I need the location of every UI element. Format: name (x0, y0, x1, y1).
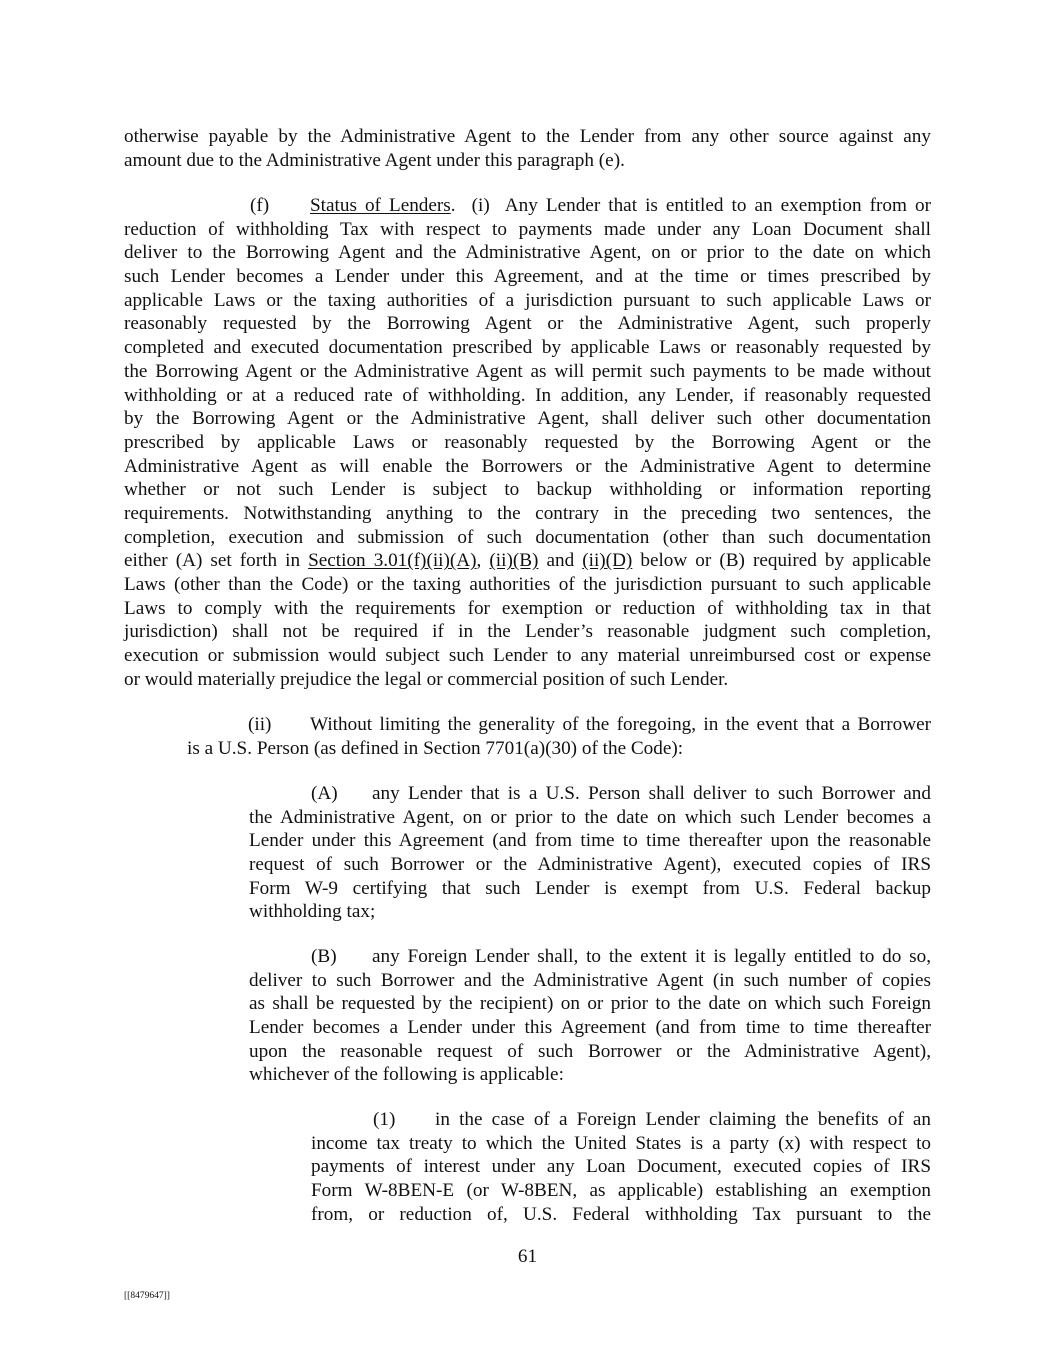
text-line: Laws to comply with the requirements for exemption or reduction of withholding tax in that (124, 597, 931, 619)
text-line: deliver to the Borrowing Agent and the Administrative Agent, on or prior to the date on which (124, 242, 931, 264)
text-run: either (A) set forth in (124, 550, 309, 572)
section-label: (1) (373, 1109, 396, 1130)
section-heading: Status of Lenders (310, 195, 451, 216)
text-run: Without limiting the generality of the foregoing, in the event that a Borrower (310, 714, 931, 735)
section-b (249, 945, 931, 1087)
text-line: payments of interest under any Loan Document, executed copies of IRS (311, 1156, 931, 1178)
text-line: the Administrative Agent, on or prior to the date on which such Lender becomes a (249, 806, 931, 828)
section-label: (B) (311, 946, 337, 967)
section-label: (ii) (248, 714, 272, 735)
page-number: 61 (517, 1246, 538, 1267)
text-line: jurisdiction) shall not be required if in the Lender’s reasonable judgment such completion, (124, 621, 931, 643)
text-line: deliver to such Borrower and the Administrative Agent (in such number of copies (249, 969, 931, 991)
section-label: (A) (311, 783, 338, 804)
text-line: request of such Borrower or the Administrative Agent), executed copies of IRS (249, 854, 931, 876)
text-line: applicable Laws or the taxing authorities of a jurisdiction pursuant to such applicable Laws or (124, 289, 931, 311)
text-line: or would materially prejudice the legal or commercial position of such Lender. (124, 668, 729, 690)
text-line: whether or not such Lender is subject to backup withholding or information reporting (124, 479, 931, 501)
cross-reference-line (124, 549, 931, 573)
section-f-status-of-lenders (124, 194, 931, 691)
section-1-first-line (311, 1108, 931, 1132)
text-run: any Foreign Lender shall, to the extent it is legally entitled to do so, (372, 946, 931, 967)
document-id-footer: [[8479647]] (124, 1291, 170, 1301)
text-run: any Lender that is a U.S. Person shall deliver to such Borrower and (372, 783, 931, 804)
text-line: by the Borrowing Agent or the Administrative Agent, shall deliver such other documentation (124, 408, 931, 430)
text-line: Administrative Agent as will enable the Borrowers or the Administrative Agent to determine (124, 455, 931, 477)
section-label: (f) (250, 195, 270, 216)
section-ii-first-line (187, 713, 931, 737)
text-line: reduction of withholding Tax with respect to payments made under any Loan Document shall (124, 218, 931, 240)
text-line: Lender becomes a Lender under this Agreement (and from time to time thereafter (249, 1017, 931, 1039)
text-line: income tax treaty to which the United States is a party (x) with respect to (311, 1132, 931, 1154)
text-run: in the case of a Foreign Lender claiming the benefits of an (435, 1109, 931, 1130)
paragraph-intro (124, 125, 931, 172)
text-line: withholding tax; (249, 901, 376, 923)
section-b-first-line (249, 945, 931, 969)
text-line: whichever of the following is applicable: (249, 1064, 564, 1086)
xref-section-3-01-f-ii-a[interactable]: Section 3.01(f)(ii)(A) (308, 550, 477, 572)
text-line: reasonably requested by the Borrowing Agent or the Administrative Agent, such properly (124, 313, 931, 335)
text-line: execution or submission would subject such Lender to any material unreimbursed cost or expense (124, 645, 931, 667)
text-line: prescribed by applicable Laws or reasonably requested by the Borrowing Agent or the (124, 431, 931, 453)
text-line: requirements. Notwithstanding anything to the contrary in the preceding two sentences, the (124, 502, 931, 524)
text-line: upon the reasonable request of such Borrower or the Administrative Agent), (249, 1040, 931, 1062)
text-run: . (i) Any Lender that is entitled to an exemption from or (450, 195, 931, 216)
text-line: Form W-9 certifying that such Lender is exempt from U.S. Federal backup (249, 877, 931, 899)
text-run: below or (B) required by applicable (632, 550, 932, 572)
text-line: is a U.S. Person (as defined in Section 7701(a)(30) of the Code): (187, 737, 684, 759)
text-line: such Lender becomes a Lender under this Agreement, and at the time or times prescribed by (124, 266, 931, 288)
text-line: completion, execution and submission of such documentation (other than such documentation (124, 526, 931, 548)
text-line: as shall be requested by the recipient) on or prior to the date on which such Foreign (249, 993, 931, 1015)
text-line: amount due to the Administrative Agent under this paragraph (e). (124, 149, 625, 171)
section-f-first-line (124, 194, 931, 218)
section-ii (187, 713, 931, 760)
text-line: Laws (other than the Code) or the taxing authorities of the jurisdiction pursuant to such applicable (124, 574, 931, 595)
text-line: the Borrowing Agent or the Administrative Agent as will permit such payments to be made without (124, 360, 931, 382)
text-line: completed and executed documentation prescribed by applicable Laws or reasonably requested by (124, 337, 931, 359)
section-1 (311, 1108, 931, 1226)
section-a (249, 782, 931, 924)
xref-ii-b[interactable]: (ii)(B) (489, 550, 539, 572)
text-line: otherwise payable by the Administrative Agent to the Lender from any other source against any (124, 126, 931, 147)
text-run: , (476, 550, 490, 572)
section-a-first-line (249, 782, 931, 806)
text-line: withholding or at a reduced rate of withholding. In addition, any Lender, if reasonably requested (124, 384, 931, 406)
xref-ii-d[interactable]: (ii)(D) (582, 550, 633, 572)
text-line: from, or reduction of, U.S. Federal withholding Tax pursuant to the (311, 1203, 931, 1225)
text-line: Lender under this Agreement (and from time to time thereafter upon the reasonable (249, 830, 931, 852)
text-run: and (538, 550, 583, 572)
text-line: Form W-8BEN-E (or W-8BEN, as applicable) establishing an exemption (311, 1180, 931, 1202)
